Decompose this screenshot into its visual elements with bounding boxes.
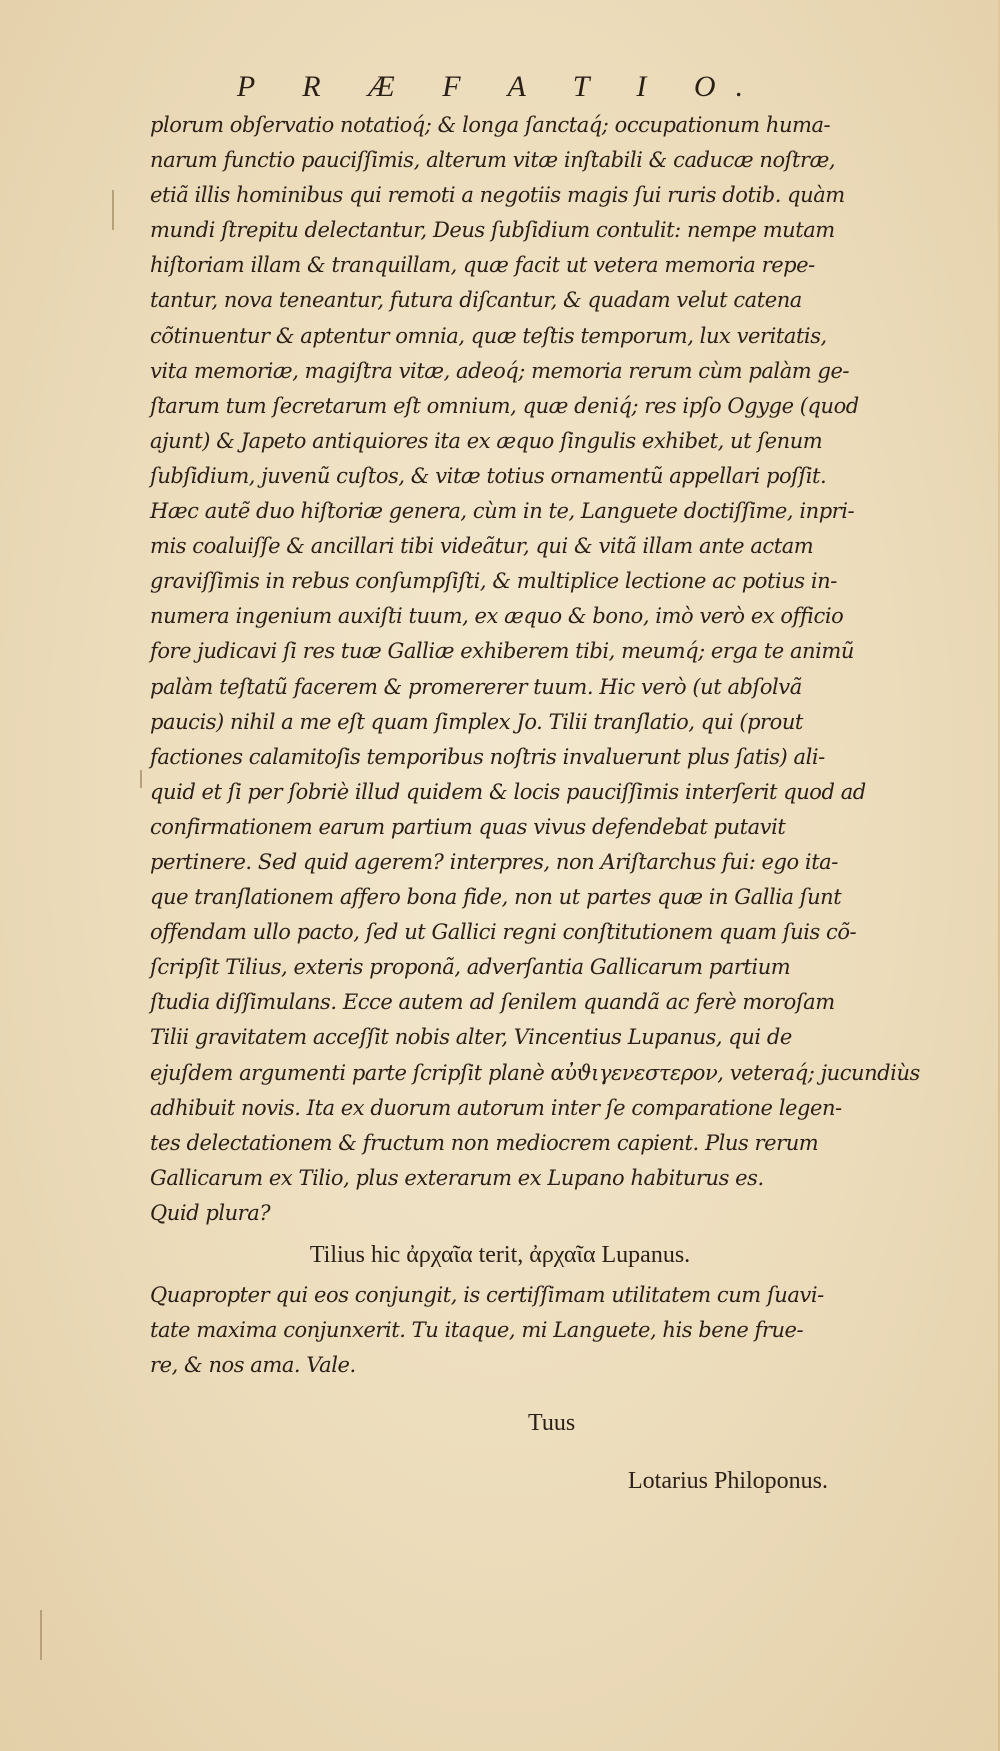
text-line: factiones calamitoſis temporibus noſtris invaluerunt plus ſatis) ali- [150,744,825,769]
text-line: paucis) nihil a me eſt quam ſimplex Jo. Tilii tranſlatio, qui (prout [150,709,803,734]
text-line: ſcripſit Tilius, exteris proponã, adverſantia Gallicarum partium [150,955,791,980]
text-line: hiſtoriam illam & tranquillam, quæ facit ut vetera memoria repe- [150,253,815,278]
text-line: mundi ſtrepitu delectantur, Deus ſubſidium contulit: nempe mutam [150,218,835,243]
text-line: Tilii gravitatem acceſſit nobis alter, Vincentius Lupanus, qui de [150,1025,792,1050]
text-line: pertinere. Sed quid agerem? interpres, non Ariſtarchus fui: ego ita- [150,849,838,874]
running-head: P R Æ F A T I O. [236,70,764,103]
text-line: tate maxima conjunxerit. Tu itaque, mi Languete, his bene frue- [150,1318,804,1342]
text-line: confirmationem earum partium quas vivus defendebat putavit [150,814,786,839]
text-line: ſtarum tum ſecretarum eſt omnium, quæ deniq́; res ipſo Ogyge (quod [150,393,859,418]
text-line: Quid plura? [150,1200,271,1225]
margin-mark [112,190,114,230]
text-line: Hæc autẽ duo hiſtoriæ genera, cùm in te, Languete doctiſſime, inpri- [150,499,855,524]
text-line: cõtinuentur & aptentur omnia, quæ teſtis temporum, lux veritatis, [150,323,827,348]
text-line: Quapropter qui eos conjungit, is certiſſimam utilitatem cum ſuavi- [150,1283,824,1307]
text-line: tes delectationem & fructum non mediocrem capient. Plus rerum [150,1130,819,1155]
text-line: offendam ullo pacto, ſed ut Gallici regni conſtitutionem quam ſuis cõ- [150,920,857,945]
text-line: graviſſimis in rebus conſumpſiſti, & multiplice lectione ac potius in- [150,569,837,594]
margin-mark [40,1610,42,1660]
signature: Lotarius Philoponus. [628,1468,829,1494]
closing-paragraph [150,1278,948,1383]
text-line: narum functio pauciſſimis, alterum vitæ inſtabili & caducæ noſtræ, [150,148,836,173]
text-line: Gallicarum ex Tilio, plus exterarum ex Lupano habiturus es. [150,1165,764,1190]
text-line: numera ingenium auxiſti tuum, ex æquo & bono, imò verò ex officio [150,604,844,629]
text-line: vita memoriæ, magiſtra vitæ, adeoq́; memoria rerum cùm palàm ge- [150,358,850,383]
text-line: tantur, nova teneantur, futura diſcantur, & quadam velut catena [150,288,802,313]
valediction: Tuus [528,1410,576,1436]
text-line: ejuſdem argumenti parte ſcripſit planè αὐϑιγενεστερον, veteraq́; jucundiùs [150,1060,920,1085]
text-line: ſubſidium, juvenũ cuſtos, & vitæ totius ornamentũ appellari poſſit. [150,463,827,488]
text-line: mis coaluiſſe & ancillari tibi videãtur, qui & vitã illam ante actam [150,534,814,559]
text-line: etiã illis hominibus qui remoti a negotiis magis ſui ruris dotib. quàm [150,183,845,208]
text-line: adhibuit novis. Ita ex duorum autorum inter ſe comparatione legen- [150,1095,842,1120]
text-line: ajunt) & Japeto antiquiores ita ex æquo ſingulis exhibet, ut ſenum [150,428,823,453]
margin-mark [140,770,142,788]
text-line: plorum obſervatio notatioq́; & longa ſanctaq́; occupationum huma- [150,113,831,137]
text-line: palàm teſtatũ facerem & promererer tuum. Hic verò (ut abſolvã [150,674,802,699]
text-line: fore judicavi ſi res tuæ Galliæ exhiberem tibi, meumq́; erga te animũ [150,639,854,664]
preface-body [150,108,948,1231]
verse-line: Tilius hic ἀρχαῖα terit, ἀρχαῖα Lupanus. [309,1242,691,1268]
text-line: re, & nos ama. Vale. [150,1353,356,1377]
text-line: ſtudia diſſimulans. Ecce autem ad ſenilem quandã ac ferè moroſam [150,990,835,1015]
text-line: quid et ſi per ſobriè illud quidem & locis pauciſſimis interſerit quod ad [150,779,866,804]
text-line: que tranſlationem affero bona fide, non ut partes quæ in Gallia ſunt [150,885,842,910]
